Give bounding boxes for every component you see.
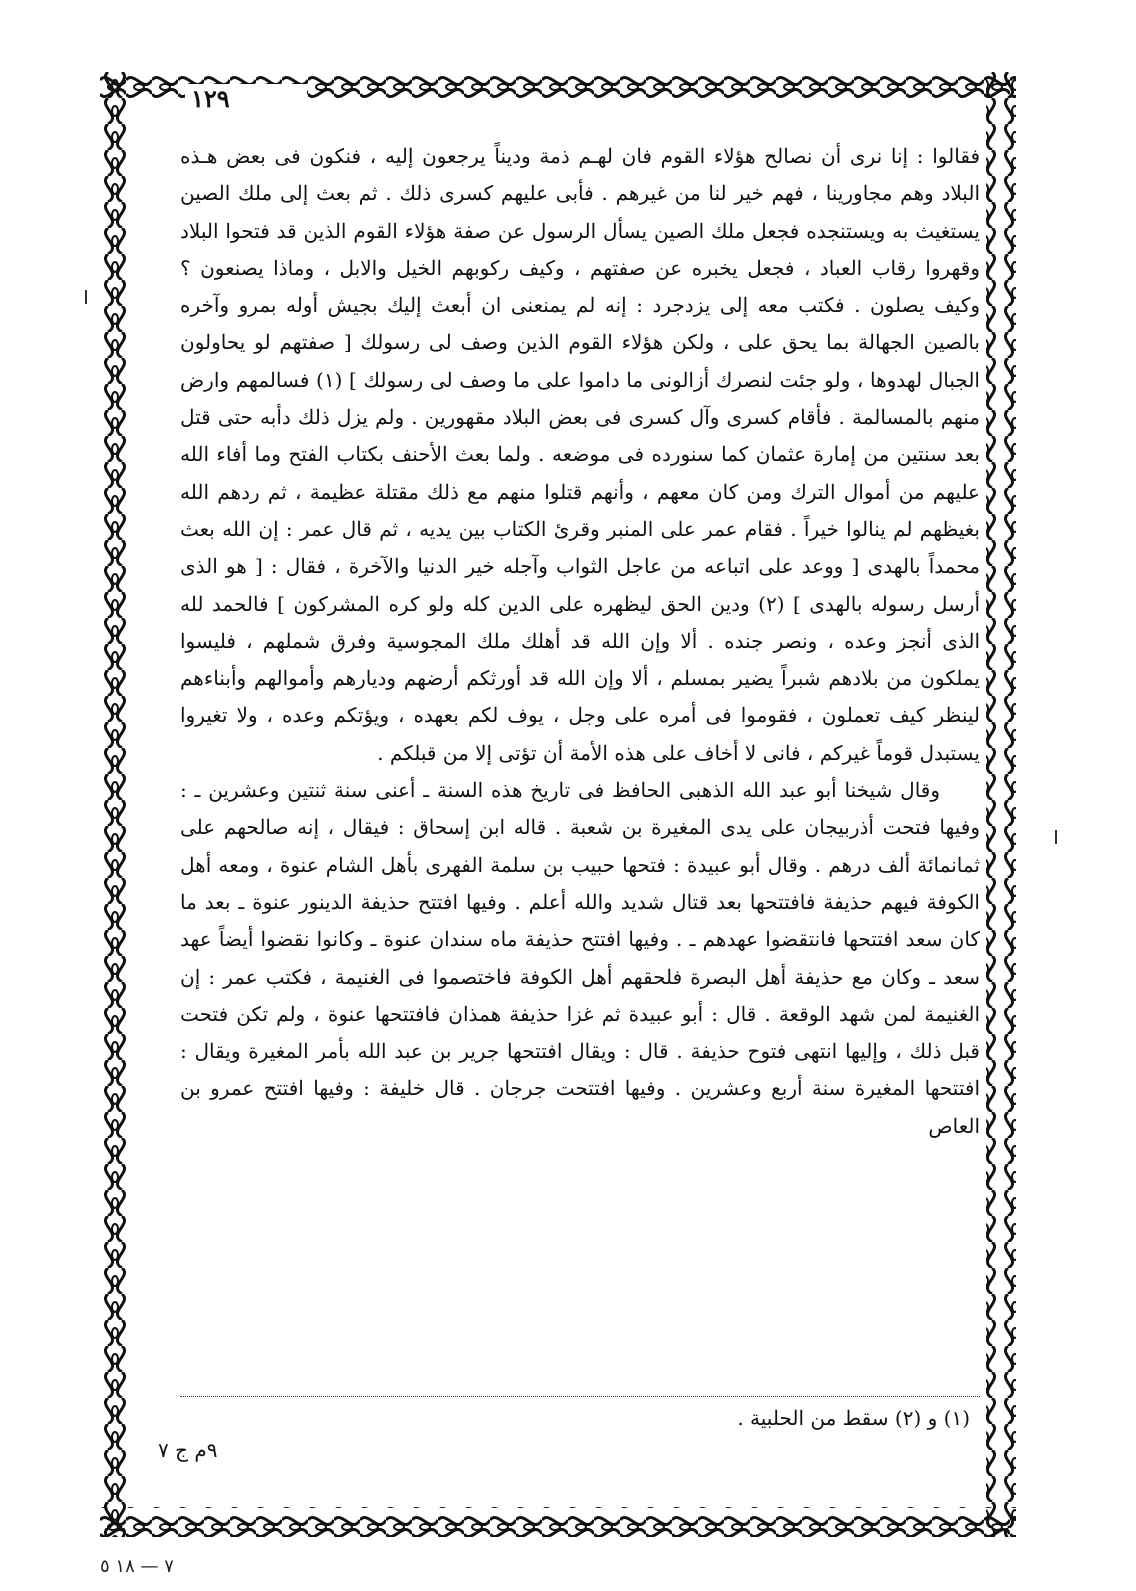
footnote-divider (180, 1396, 980, 1397)
volume-signature: ٩م ج ٧ (158, 1438, 218, 1462)
page-number: ١٢٩ (185, 84, 307, 113)
margin-tick (85, 290, 87, 304)
bottom-mark: ٧ — ١٨ ٥ (100, 1556, 174, 1577)
paragraph-2: وقال شيخنا أبو عبد الله الذهبى الحافظ فى تاريخ هذه السنة ـ أعنى سنة ثنتين وعشرين ـ : وفيها فتحت أذربيجان على يدى المغيرة بن شعبة . قاله ابن إسحاق : فيقال ، إنه صالحهم على ثمانمائة ألف درهم . وقال أبو عبيدة : فتحها حبيب بن سلمة الفهرى بأهل الشام عنوة ، ومعه أهل الكوفة فيهم حذيفة فافتتحها بعد قتال شديد والله أعلم . وفيها افتتح حذيفة الدينور عنوة ـ بعد ما كان سعد افتتحها فانتقضوا عهدهم ـ . وفيها افتتح حذيفة ماه سندان عنوة ـ وكانوا نقضوا أيضاً عهد سعد ـ وكان مع حذيفة أهل البصرة فلحقهم أهل الكوفة فاختصموا فى الغنيمة ، فكتب عمر : إن الغنيمة لمن شهد الوقعة . قال : أبو عبيدة ثم غزا حذيفة همذان فافتتحها عنوة ، ولم تكن فتحت قبل ذلك ، وإليها انتهى فتوح حذيفة . قال : ويقال افتتحها جرير بن عبد الله بأمر المغيرة ويقال : افتتحها المغيرة سنة أربع وعشرين . وفيها افتتحت جرجان . قال خليفة : وفيها افتتح عمرو بن العاص (180, 778, 980, 1138)
main-text (180, 138, 980, 1145)
paragraph-1: فقالوا : إنا نرى أن نصالح هؤلاء القوم فان لهـم ذمة وديناً يرجعون إليه ، فنكون فى بعض هـذه البلاد وهم مجاورينا ، فهم خير لنا من غيرهم . فأبى عليهم كسرى ذلك . ثم بعث إلى ملك الصين يستغيث به ويستنجده فجعل ملك الصين يسأل الرسول عن صفة هؤلاء القوم الذين قد فتحوا البلاد وقهروا رقاب العباد ، فجعل يخبره عن صفتهم ، وكيف ركوبهم الخيل والابل ، وماذا يصنعون ؟ وكيف يصلون . فكتب معه إلى يزدجرد : إنه لم يمنعنى ان أبعث إليك بجيش أوله بمرو وآخره بالصين الجهالة بما يحق على ، ولكن هؤلاء القوم الذين وصف لى رسولك [ صفتهم لو يحاولون الجبال لهدوها ، ولو جئت لنصرك أزالونى ما داموا على ما وصف لى رسولك ] (١) فسالمهم وارض منهم بالمسالمة . فأقام كسرى وآل كسرى فى بعض البلاد مقهورين . ولم يزل ذلك دأبه حتى قتل بعد سنتين من إمارة عثمان كما سنورده فى موضعه . ولما بعث الأحنف بكتاب الفتح وما أفاء الله عليهم من أموال الترك ومن كان معهم ، وأنهم قتلوا منهم مع ذلك مقتلة عظيمة ، ثم ردهم الله بغيظهم لم ينالوا خيراً . فقام عمر على المنبر وقرئ الكتاب بين يديه ، ثم قال عمر : إن الله بعث محمداً بالهدى [ ووعد على اتباعه من عاجل الثواب وآجله خير الدنيا والآخرة ، فقال : [ هو الذى أرسل رسوله بالهدى ] (٢) ودين الحق ليظهره على الدين كله ولو كره المشركون ] فالحمد لله الذى أنجز وعده ، ونصر جنده . ألا وإن الله قد أهلك ملك المجوسية وفرق شملهم ، فليسوا يملكون من بلادهم شبراً يضير بمسلم ، ألا وإن الله قد أورثكم أرضهم وديارهم وأموالهم وأبناءهم لينظر كيف تعملون ، فقوموا فى أمره على وجل ، يوف لكم بعهده ، ويؤتكم وعده ، ولا تغيروا يستبدل قوماً غيركم ، فانى لا أخاف على هذه الأمة أن تؤتى إلا من قبلكم . (180, 144, 981, 765)
margin-tick (1055, 830, 1057, 844)
footnote: (١) و (٢) سقط من الحلبية . (737, 1406, 970, 1430)
